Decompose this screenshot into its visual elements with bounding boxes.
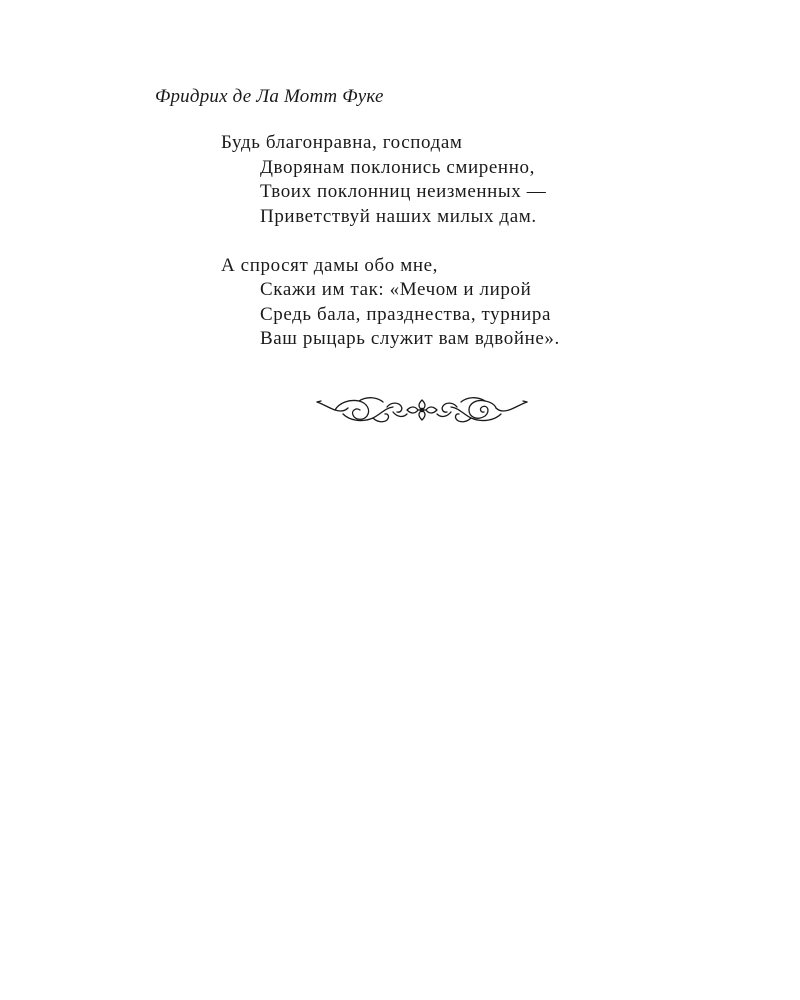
stanza-2 — [221, 254, 560, 352]
poem-line: Ваш рыцарь служит вам вдвойне». — [260, 328, 560, 349]
poem-line: Дворянам поклонись смиренно, — [260, 156, 535, 178]
stanza-1 — [221, 131, 560, 229]
poem-line: Будь благонравна, господам — [221, 132, 463, 153]
running-head: Фридрих де Ла Мотт Фуке — [155, 86, 384, 107]
poem-line: Твоих поклонниц неизменных — — [260, 181, 547, 202]
poem-line: Средь бала, празднества, турнира — [260, 303, 552, 325]
poem — [221, 131, 560, 376]
poem-line: А спросят дамы обо мне, — [221, 254, 439, 276]
poem-line: Скажи им так: «Мечом и лирой — [260, 279, 532, 300]
poem-line: Приветствуй наших милых дам. — [260, 205, 537, 227]
flourish-ornament-icon — [315, 390, 529, 430]
